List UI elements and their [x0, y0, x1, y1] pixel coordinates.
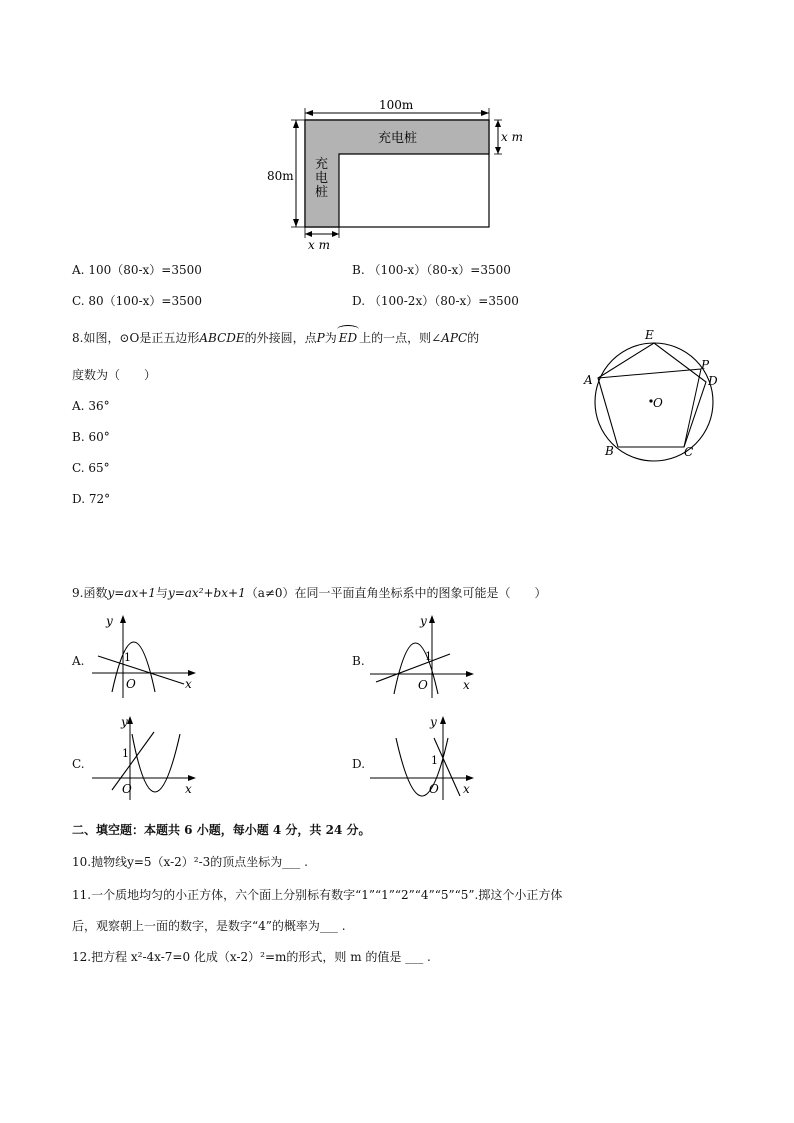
pentagon-circle-figure [578, 322, 728, 462]
q9-option-a-key[interactable]: A. [72, 654, 85, 668]
label-o: O [653, 396, 663, 410]
option-text: （100-x）（80-x）=3500 [368, 263, 511, 277]
x-axis-label: x [185, 782, 192, 796]
option-text: （100-2x）（80-x）=3500 [368, 294, 519, 308]
q9-option-c-key[interactable]: C. [72, 757, 85, 771]
label-p: P [701, 358, 710, 372]
segment-pc [684, 369, 701, 447]
height-label: 80m [267, 169, 294, 183]
q9-option-a-graph[interactable] [90, 612, 200, 700]
y-axis-label: y [420, 614, 427, 628]
q9-stem: 9.函数y=ax+1与y=ax²+bx+1（a≠0）在同一平面直角坐标系中的图象可能是（ ） [72, 586, 547, 600]
q9-option-d-key[interactable]: D. [352, 757, 366, 771]
width-label: 100m [379, 98, 414, 112]
origin-label: O [418, 678, 428, 692]
option-key: D. [352, 294, 366, 308]
side-bar-label-1: 充 [315, 157, 329, 172]
one-label: 1 [124, 651, 131, 664]
right-x-label: x m [501, 130, 523, 144]
label-c: C [684, 445, 694, 459]
q7-option-d[interactable] [352, 293, 519, 309]
q8-option-b[interactable]: B. 60° [72, 430, 110, 444]
one-label: 1 [431, 754, 438, 767]
option-key: A. [72, 263, 85, 277]
q11-line2: 后，观察朝上一面的数字，是数字“4”的概率为___ . [72, 919, 346, 933]
q7-option-a[interactable] [72, 262, 202, 278]
q11-line1: 11.一个质地均匀的小正方体，六个面上分别标有数字“1”“1”“2”“4”“5”“5”.掷这个小正方体 [72, 888, 563, 902]
label-a: A [584, 373, 593, 387]
charging-station-figure [262, 96, 542, 254]
q8-option-d[interactable]: D. 72° [72, 492, 111, 506]
q9-option-d-graph[interactable] [368, 712, 478, 802]
x-axis-label: x [463, 678, 470, 692]
x-axis-label: x [185, 677, 192, 691]
side-bar-label-3: 桩 [315, 185, 329, 200]
origin-label: O [126, 677, 136, 691]
q9-option-c-graph[interactable] [90, 712, 200, 802]
y-axis-label: y [430, 715, 437, 729]
option-key: C. [72, 294, 85, 308]
segment-ap [598, 369, 701, 378]
option-key: B. [352, 263, 365, 277]
q8-stem-line1: 8.如图，⊙O是正五边形ABCDE的外接圆，点P为 ED 上的一点，则∠APC的 [72, 330, 479, 346]
one-label: 1 [425, 650, 432, 663]
q8-option-c[interactable]: C. 65° [72, 461, 110, 475]
q8-option-a[interactable]: A. 36° [72, 399, 110, 413]
q9-option-b-graph[interactable] [368, 612, 478, 700]
origin-label: O [122, 782, 132, 796]
y-axis-label: y [121, 715, 128, 729]
one-label: 1 [122, 747, 129, 760]
side-bar-label-2: 电 [315, 171, 329, 186]
origin-label: O [429, 782, 439, 796]
q12-text: 12.把方程 x²-4x-7=0 化成（x-2）²=m的形式，则 m 的值是 ___ . [72, 950, 431, 964]
label-b: B [605, 444, 614, 458]
y-axis-label: y [106, 614, 113, 628]
q9-option-b-key[interactable]: B. [352, 654, 365, 668]
q7-option-b[interactable] [352, 262, 511, 278]
q10-text: 10.抛物线y=5（x-2）²-3的顶点坐标为___ . [72, 855, 308, 869]
label-e: E [645, 328, 654, 342]
section-2-title: 二、填空题：本题共 6 小题，每小题 4 分，共 24 分。 [72, 823, 371, 837]
top-bar-label: 充电桩 [378, 131, 418, 146]
option-text: 100（80-x）=3500 [88, 263, 202, 277]
q8-stem-line2: 度数为（ ） [72, 368, 157, 382]
q7-option-c[interactable] [72, 293, 202, 309]
option-text: 80（100-x）=3500 [88, 294, 202, 308]
bottom-x-label: x m [308, 238, 330, 252]
x-axis-label: x [463, 782, 470, 796]
arc-ed: ED [337, 330, 359, 346]
label-d: D [708, 374, 718, 388]
